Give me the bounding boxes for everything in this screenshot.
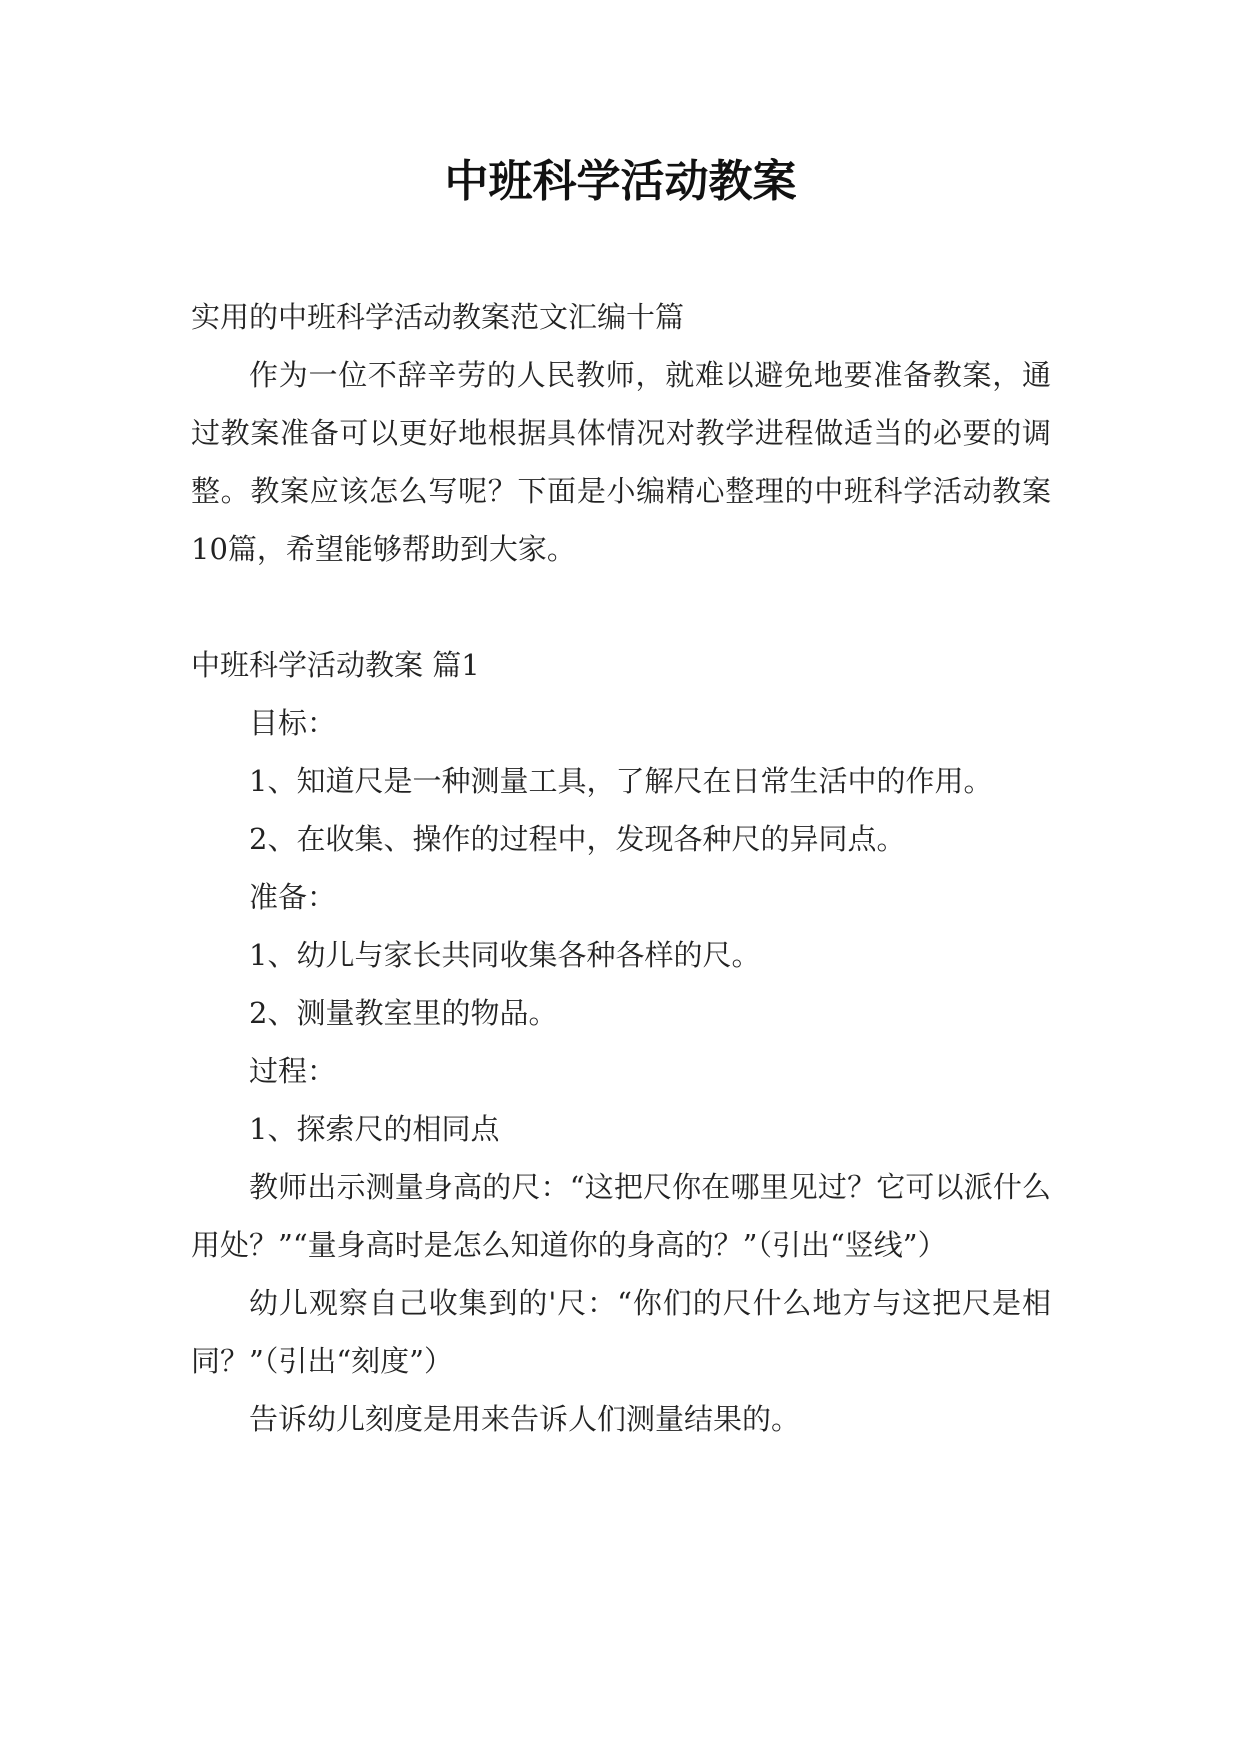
goal-item-1: 1、知道尺是一种测量工具，了解尺在日常生活中的作用。 bbox=[249, 764, 993, 798]
intro-paragraph: 作为一位不辞辛劳的人民教师，就难以避免地要准备教案，通过教案准备可以更好地根据具体情况对教学进程做适当的必要的调整。教案应该怎么写呢？下面是小编精心整理的中班科学活动教案10篇，希望能够帮助到大家。 bbox=[191, 358, 1051, 566]
process-paragraph: 告诉幼儿刻度是用来告诉人们测量结果的。 bbox=[249, 1402, 801, 1436]
process-step-1: 1、探索尺的相同点 bbox=[249, 1112, 500, 1146]
document-subtitle: 实用的中班科学活动教案范文汇编十篇 bbox=[191, 300, 685, 334]
preparation-label: 准备： bbox=[249, 880, 337, 914]
document-body bbox=[191, 288, 1051, 1448]
preparation-item-1: 1、幼儿与家长共同收集各种各样的尺。 bbox=[249, 938, 761, 972]
goals-label: 目标： bbox=[249, 706, 337, 740]
document-title: 中班科学活动教案 bbox=[444, 156, 797, 207]
process-label: 过程： bbox=[249, 1054, 337, 1088]
process-paragraph: 教师出示测量身高的尺：“这把尺你在哪里见过？它可以派什么用处？”“量身高时是怎么知道你的身高的？”（引出“竖线”） bbox=[191, 1170, 1051, 1262]
section-heading: 中班科学活动教案 篇1 bbox=[191, 648, 480, 682]
goal-item-2: 2、在收集、操作的过程中，发现各种尺的异同点。 bbox=[249, 822, 906, 856]
process-paragraph: 幼儿观察自己收集到的'尺：“你们的尺什么地方与这把尺是相同？”（引出“刻度”） bbox=[191, 1286, 1051, 1378]
preparation-item-2: 2、测量教室里的物品。 bbox=[249, 996, 558, 1030]
paragraph-gap bbox=[191, 578, 1051, 636]
